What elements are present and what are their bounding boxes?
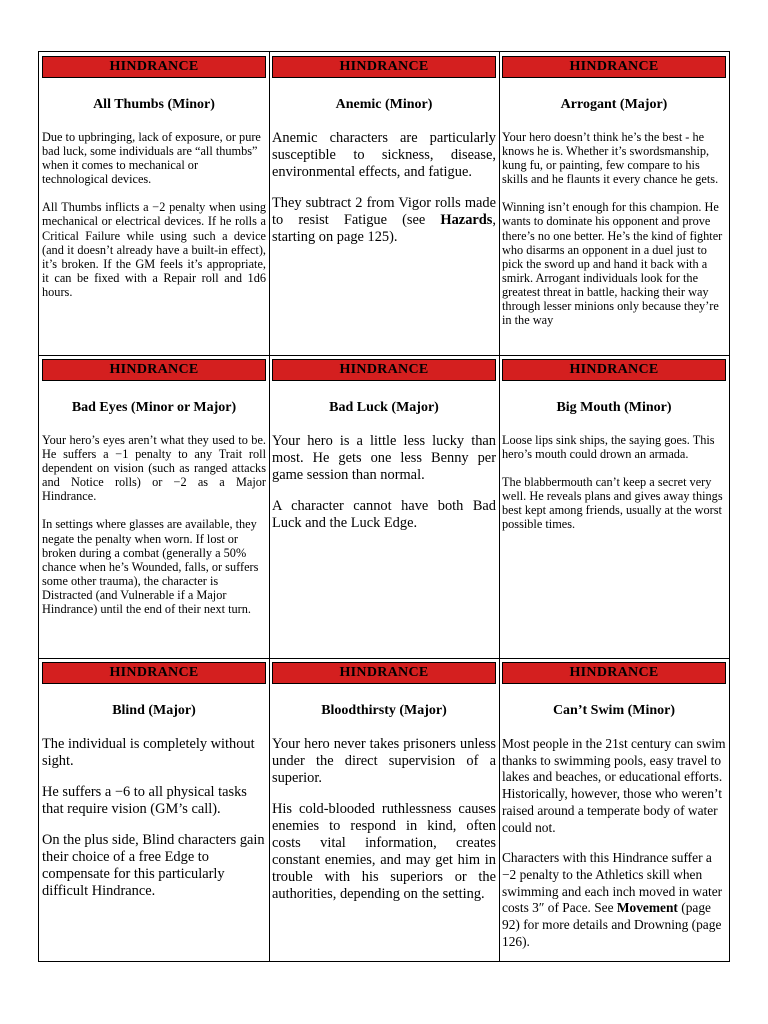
card-paragraph <box>502 850 726 950</box>
card-paragraph: On the plus side, Blind characters gain their choice of a free Edge to compensate for this particularly difficult Hindrance. <box>42 832 265 899</box>
card-text: (page 92) for more details and Drowning (page 126). <box>502 900 722 949</box>
card-paragraph: The individual is completely without sight. <box>42 736 255 769</box>
card-blind <box>39 658 269 961</box>
card-paragraph: All Thumbs inflicts a −2 penalty when using mechanical or electrical devices. If he rolls a Critical Failure while using such a device (and it doesn’t already have a built-in effect), it’s broken. If the GM feels it’s appropriate, it can be fixed with a Repair roll and 1d6 hours. <box>42 200 266 299</box>
card-banner: HINDRANCE <box>42 56 266 78</box>
card-paragraph: A character cannot have both Bad Luck and the Luck Edge. <box>272 498 496 531</box>
card-banner: HINDRANCE <box>502 359 726 381</box>
card-paragraph: In settings where glasses are available, they negate the penalty when worn. If lost or broken during a combat (generally a 50% chance when he’s Wounded, falls, or suffers some other trauma), the character is Distracted (and Vulnerable if a Major Hindrance) until the end of their next turn. <box>42 517 259 617</box>
card-anemic <box>269 52 499 355</box>
card-title: Bad Eyes (Minor or Major) <box>71 400 237 415</box>
card-paragraph: His cold-blooded ruthlessness causes enemies to respond in kind, often costs vital information, creates constant enemies, and may get him in trouble with his superiors or the authorities, depending on the setting. <box>272 801 496 902</box>
card-banner: HINDRANCE <box>502 56 726 78</box>
card-cant-swim <box>499 658 729 961</box>
card-bold-term: Hazards <box>440 212 493 228</box>
card-big-mouth <box>499 355 729 658</box>
card-title: Blind (Major) <box>112 703 196 718</box>
card-body <box>502 433 726 546</box>
card-title: Can’t Swim (Minor) <box>552 703 676 718</box>
card-body <box>272 736 496 917</box>
card-body <box>42 736 266 914</box>
card-paragraph <box>272 195 496 246</box>
card-paragraph: Due to upbringing, lack of exposure, or pure bad luck, some individuals are “all thumbs” when it comes to mechanical or technological devices. <box>42 130 261 187</box>
card-title: Big Mouth (Minor) <box>556 400 672 415</box>
card-paragraph: The blabbermouth can’t keep a secret very well. He reveals plans and gives away things best kept among friends, usually at the worst possible times. <box>502 475 723 532</box>
card-title: Bad Luck (Major) <box>329 400 439 415</box>
card-body <box>502 130 726 341</box>
hindrance-card-grid <box>38 51 730 962</box>
card-paragraph: Your hero never takes prisoners unless under the direct supervision of a superior. <box>272 736 496 786</box>
card-paragraph: Your hero’s eyes aren’t what they used to be. He suffers a −1 penalty to any Trait roll dependent on vision (such as ranged attacks and Notice rolls) or −2 as a Major Hindrance. <box>42 433 266 504</box>
card-body <box>272 433 496 546</box>
card-text: They subtract 2 from Vigor rolls made to resist Fatigue (see <box>272 195 496 228</box>
card-bold-term: Movement <box>616 900 678 916</box>
card-bad-luck <box>269 355 499 658</box>
card-banner: HINDRANCE <box>42 662 266 684</box>
card-text: Characters with this Hindrance suffer a −2 penalty to the Athletics skill when swimming and each inch moved in water costs 3″ of Pace. See <box>502 850 723 916</box>
card-banner: HINDRANCE <box>502 662 726 684</box>
card-banner: HINDRANCE <box>272 56 496 78</box>
card-title: Anemic (Minor) <box>335 97 433 112</box>
card-body <box>42 130 266 313</box>
card-body <box>42 433 266 630</box>
card-body <box>502 736 726 964</box>
card-text: , starting on page 125). <box>272 212 496 245</box>
card-all-thumbs <box>39 52 269 355</box>
card-bloodthirsty <box>269 658 499 961</box>
card-banner: HINDRANCE <box>272 359 496 381</box>
card-paragraph: Most people in the 21st century can swim thanks to swimming pools, easy travel to lakes and beaches, or educational efforts. Historically, however, those who weren’t raised around a temperate body of water could not. <box>502 736 726 835</box>
card-paragraph: Anemic characters are particularly susceptible to sickness, disease, environmental effects, and fatigue. <box>272 130 496 180</box>
card-body <box>272 130 496 260</box>
card-paragraph: Your hero doesn’t think he’s the best - he knows he is. Whether it’s swordsmanship, kung fu, or painting, few compare to his skills and he flaunts it every chance he gets. <box>502 130 719 187</box>
card-banner: HINDRANCE <box>42 359 266 381</box>
card-paragraph: Winning isn’t enough for this champion. He wants to dominate his opponent and prove there’s no one better. He’s the kind of fighter who disarms an opponent in a duel just to pick the sword up and hand it back with a smirk. Arrogant individuals look for the greatest threat in battle, hacking their way through lesser minions only because they’re in the way <box>502 200 723 328</box>
card-arrogant <box>499 52 729 355</box>
card-bad-eyes <box>39 355 269 658</box>
card-title: Arrogant (Major) <box>560 97 668 112</box>
card-title: Bloodthirsty (Major) <box>321 703 447 718</box>
card-paragraph: Loose lips sink ships, the saying goes. This hero’s mouth could drown an armada. <box>502 433 715 462</box>
card-paragraph: He suffers a −6 to all physical tasks that require vision (GM’s call). <box>42 784 247 817</box>
card-paragraph: Your hero is a little less lucky than most. He gets one less Benny per game session than normal. <box>272 433 496 483</box>
card-title: All Thumbs (Minor) <box>93 97 215 112</box>
card-banner: HINDRANCE <box>272 662 496 684</box>
